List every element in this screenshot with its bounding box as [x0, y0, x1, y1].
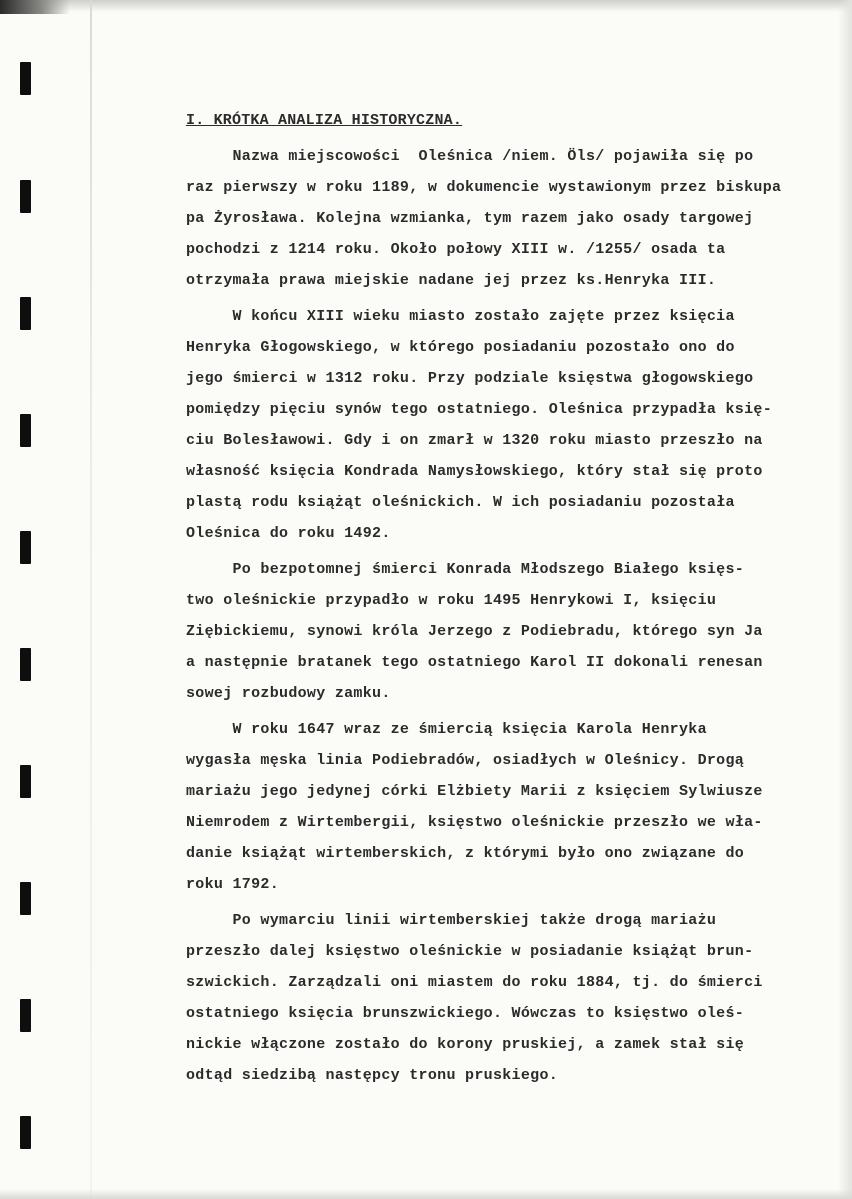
binder-mark: [20, 999, 31, 1032]
text-line: nickie włączone zostało do korony pruskiej, a zamek stał się: [186, 1036, 745, 1053]
section-heading: I. KRÓTKA ANALIZA HISTORYCZNA.: [186, 112, 463, 129]
text-line: Nazwa miejscowości Oleśnica /niem. Öls/ pojawiła się po: [186, 148, 754, 165]
text-line: pa Żyrosława. Kolejna wzmianka, tym razem jako osady targowej: [186, 210, 754, 227]
text-line: pomiędzy pięciu synów tego ostatniego. Oleśnica przypadła księ-: [186, 401, 772, 418]
scan-corner-shadow: [0, 0, 70, 14]
binder-mark: [20, 765, 31, 798]
scan-top-edge: [0, 0, 852, 12]
paragraph: [186, 905, 836, 1091]
scan-fold-line: [90, 0, 92, 1199]
binder-mark: [20, 62, 31, 95]
text-line: odtąd siedzibą następcy tronu pruskiego.: [186, 1067, 559, 1084]
text-line: Po bezpotomnej śmierci Konrada Młodszego Białego księs-: [186, 561, 745, 578]
text-line: szwickich. Zarządzali oni miastem do roku 1884, tj. do śmierci: [186, 974, 763, 991]
text-line: raz pierwszy w roku 1189, w dokumencie wystawionym przez biskupa: [186, 179, 782, 196]
text-line: pochodzi z 1214 roku. Około połowy XIII w. /1255/ osada ta: [186, 241, 726, 258]
text-line: Po wymarciu linii wirtemberskiej także drogą mariażu: [186, 912, 717, 929]
paragraph-container: [186, 141, 836, 1091]
text-line: przeszło dalej księstwo oleśnickie w posiadanie książąt brun-: [186, 943, 754, 960]
text-line: wygasła męska linia Podiebradów, osiadłych w Oleśnicy. Drogą: [186, 752, 745, 769]
text-line: W końcu XIII wieku miasto zostało zajęte przez księcia: [186, 308, 735, 325]
text-line: Ziębickiemu, synowi króla Jerzego z Podiebradu, którego syn Ja: [186, 623, 763, 640]
paragraph: [186, 301, 836, 549]
text-line: otrzymała prawa miejskie nadane jej przez ks.Henryka III.: [186, 272, 717, 289]
text-line: Oleśnica do roku 1492.: [186, 525, 391, 542]
text-line: sowej rozbudowy zamku.: [186, 685, 391, 702]
text-line: a następnie bratanek tego ostatniego Karol II dokonali renesan: [186, 654, 763, 671]
binder-mark: [20, 414, 31, 447]
binder-mark: [20, 531, 31, 564]
binder-mark: [20, 882, 31, 915]
binder-mark: [20, 1116, 31, 1149]
text-line: Henryka Głogowskiego, w którego posiadaniu pozostało ono do: [186, 339, 735, 356]
typewritten-text: [186, 112, 836, 1096]
binder-mark: [20, 297, 31, 330]
text-line: plastą rodu książąt oleśnickich. W ich posiadaniu pozostała: [186, 494, 735, 511]
text-line: W roku 1647 wraz ze śmiercią księcia Karola Henryka: [186, 721, 707, 738]
binder-mark: [20, 648, 31, 681]
paragraph: [186, 554, 836, 709]
text-line: danie książąt wirtemberskich, z którymi było ono związane do: [186, 845, 745, 862]
text-line: własność księcia Kondrada Namysłowskiego, który stał się proto: [186, 463, 763, 480]
text-line: Niemrodem z Wirtembergii, księstwo oleśnickie przeszło we wła-: [186, 814, 763, 831]
text-line: jego śmierci w 1312 roku. Przy podziale księstwa głogowskiego: [186, 370, 754, 387]
text-line: ostatniego księcia brunszwickiego. Wówczas to księstwo oleś-: [186, 1005, 745, 1022]
text-line: mariażu jego jedynej córki Elżbiety Marii z księciem Sylwiusze: [186, 783, 763, 800]
binder-mark: [20, 180, 31, 213]
text-line: roku 1792.: [186, 876, 280, 893]
text-line: ciu Bolesławowi. Gdy i on zmarł w 1320 roku miasto przeszło na: [186, 432, 763, 449]
paragraph: [186, 141, 836, 296]
scan-right-edge: [838, 0, 852, 1199]
paragraph: [186, 714, 836, 900]
text-line: two oleśnickie przypadło w roku 1495 Henrykowi I, księciu: [186, 592, 717, 609]
scan-bottom-edge: [0, 1189, 852, 1199]
